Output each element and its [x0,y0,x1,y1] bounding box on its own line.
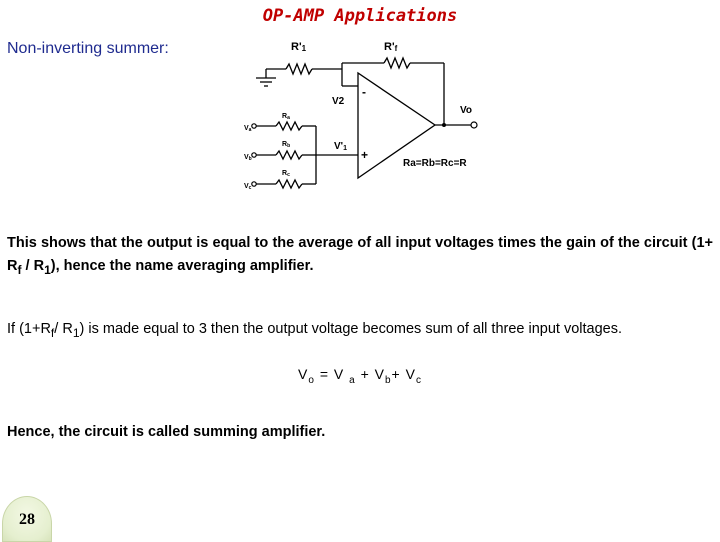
plus-sign: + [361,148,369,162]
r1-label: R'1 [291,41,307,53]
section-subtitle: Non-inverting summer: [7,40,169,57]
page-number-badge [2,496,52,542]
non-inverting-summer-circuit-diagram [238,38,488,198]
rb-label: Rb [282,141,291,149]
rc-label: Rc [282,170,290,178]
averaging-explanation: This shows that the output is equal to the average of all input voltages times the gain of the circuit $(1+ R_f / R_1)$, hence the name averaging amplifier. [7,235,713,277]
slide-title: OP-AMP Applications [262,6,458,26]
vc-label: Vc [244,183,252,191]
rf-label: R'f [384,41,398,53]
v1-label: V'1 [334,141,347,152]
sum-formula: $V_o = V$ $_a + V_b+ V_c$ [298,366,422,386]
page-number: 28 [19,511,35,528]
conclusion-text: Hence, the circuit is called summing amplifier. [7,424,326,440]
equality-note: Ra=Rb=Rc=R [403,158,467,169]
ra-label: Ra [282,113,290,121]
v2-label: V2 [332,96,345,107]
vo-label: Vo [460,105,473,116]
va-label: Va [244,125,252,133]
vb-label: Vb [244,154,252,162]
minus-sign: - [362,85,366,99]
summing-condition: If ($1+R_f/$ $R_1$) is made equal to 3 then the output voltage becomes sum of all three input voltages. [7,321,622,340]
